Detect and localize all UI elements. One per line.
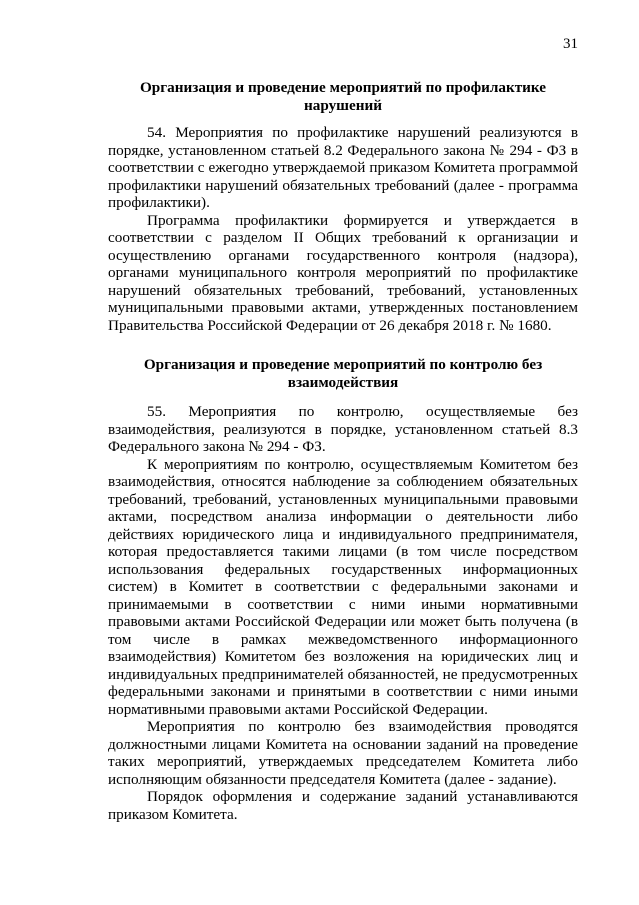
section-heading-control-without-interaction: Организация и проведение мероприятий по контролю без взаимодействия [143,356,543,391]
paragraph: Порядок оформления и содержание заданий устанавливаются приказом Комитета. [108,788,578,823]
paragraph: Программа профилактики формируется и утверждается в соответствии с разделом II Общих требований к организации и осуществлению органами государственного контроля (надзора), органами муниципального контроля мероприятий по профилактике нарушений обязательных требований, требований, установленных муниципальными правовыми актами, утвержденных постановлением Правительства Российской Федерации от 26 декабря 2018 г. № 1680. [108,211,578,334]
page-number: 31 [563,36,578,52]
section-heading-prevention: Организация и проведение мероприятий по профилактике нарушений [139,79,547,114]
paragraph: Мероприятия по контролю без взаимодействия проводятся должностными лицами Комитета на основании заданий на проведение таких мероприятий, утверждаемых председателем Комитета либо исполняющим обязанности председателя Комитета (далее - задание). [108,718,578,788]
paragraph: 55. Мероприятия по контролю, осуществляемые без взаимодействия, реализуются в порядке, установленном статьей 8.3 Федерального закона № 294 - ФЗ. [108,403,578,455]
section-prevention [108,124,578,334]
paragraph: 54. Мероприятия по профилактике нарушений реализуются в порядке, установленном статьей 8.2 Федерального закона № 294 - ФЗ в соответствии с ежегодно утверждаемой приказом Комитета программой профилактики нарушений обязательных требований (далее - программа профилактики). [108,124,578,211]
paragraph: К мероприятиям по контролю, осуществляемым Комитетом без взаимодействия, относятся наблюдение за соблюдением обязательных требований, требований, установленных муниципальными правовыми актами, посредством анализа информации о деятельности либо действиях юридического лица и индивидуального предпринимателя, которая предоставляется такими лицами (в том числе посредством использования федеральных государственных информационных систем) в Комитет в соответствии с федеральными законами и принимаемыми в соответствии с ними иными нормативными правовыми актами Российской Федерации или может быть получена (в том числе в рамках межведомственного информационного взаимодействия) Комитетом без возложения на юридических лиц и индивидуальных предпринимателей обязанностей, не предусмотренных федеральными законами и принятыми в соответствии с ними иными нормативными правовыми актами Российской Федерации. [108,455,578,718]
section-control-without-interaction [108,403,578,823]
